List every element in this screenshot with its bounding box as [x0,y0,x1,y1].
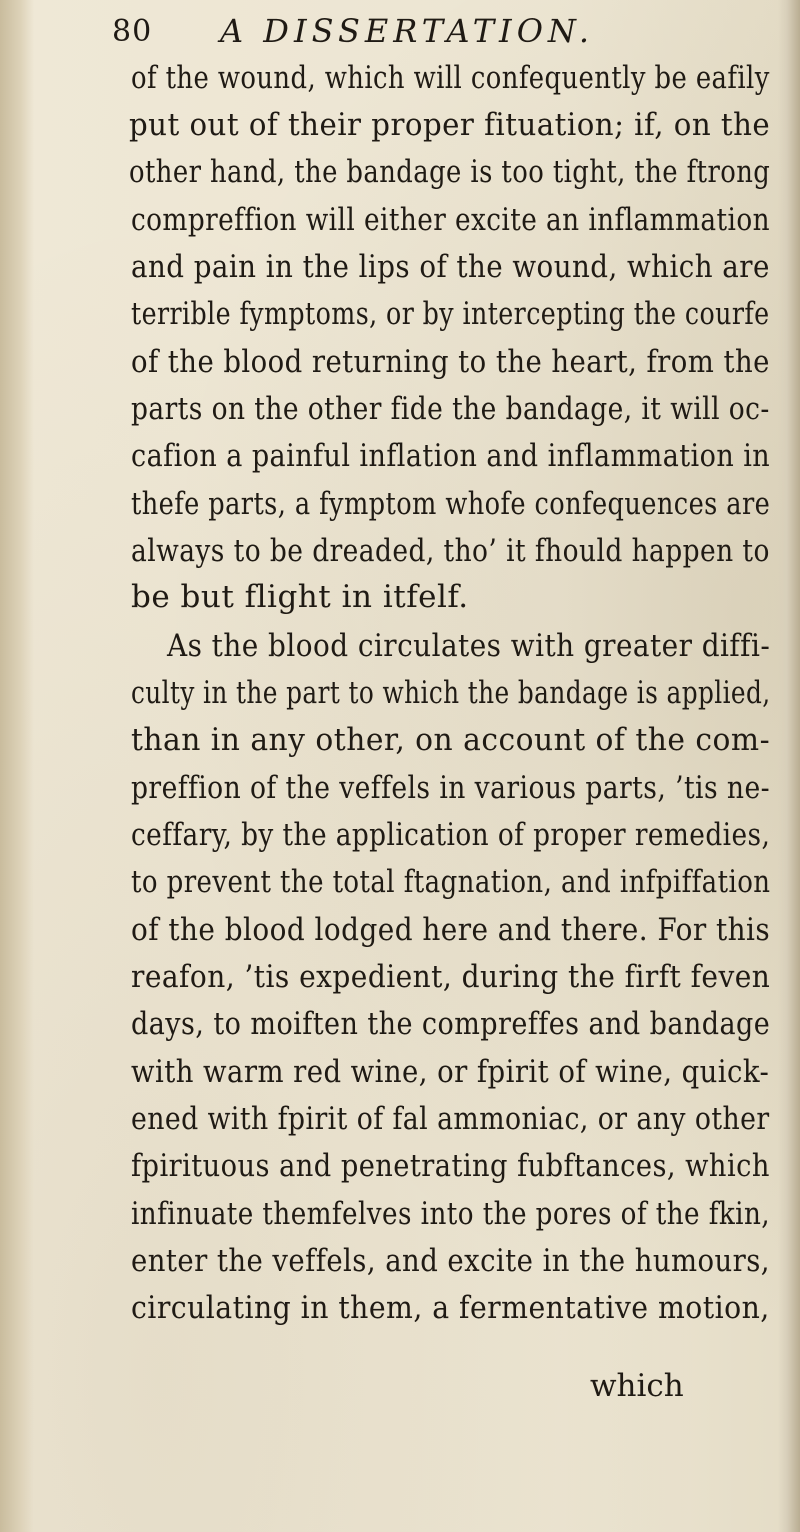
text-line: fpirituous and penetrating fubftances, which [131,1148,770,1184]
text-line: of the wound, which will confequently be eafily [131,60,770,96]
text-line: always to be dreaded, tho’ it fhould happen to [131,533,770,569]
text-line: ceffary, by the application of proper remedies, [131,817,771,853]
page-left-edge [0,0,34,1532]
text-line: preffion of the veffels in various parts, ’tis ne- [131,770,771,806]
text-line: thefe parts, a fymptom whofe confequences are [131,486,771,522]
text-line: than in any other, on account of the com- [131,722,771,758]
page-number: 80 [112,14,153,49]
text-line: other hand, the bandage is too tight, the ftrong [129,154,771,190]
text-line: with warm red wine, or fpirit of wine, quick- [131,1054,770,1090]
text-line: As the blood circulates with greater diffi- [167,628,771,664]
text-line: parts on the other fide the bandage, it will oc- [131,391,770,427]
text-line: reafon, ’tis expedient, during the firft feven [131,959,771,995]
text-line: of the blood returning to the heart, from the [131,344,770,380]
text-line: circulating in them, a fermentative motion, [131,1290,770,1326]
text-line: ened with fpirit of fal ammoniac, or any other [131,1101,770,1137]
text-line: to prevent the total ftagnation, and infpiffation [131,864,771,900]
text-line: put out of their proper fituation; if, on the [129,107,771,143]
page-right-edge [778,0,800,1532]
text-line: compreffion will either excite an inflammation [131,202,771,238]
text-line: infinuate themfelves into the pores of the fkin, [131,1196,771,1232]
text-line: enter the veffels, and excite in the humours, [131,1243,771,1279]
running-title: A DISSERTATION. [220,12,595,50]
text-line: of the blood lodged here and there. For this [131,912,771,948]
text-line: be but flight in itfelf. [131,579,469,615]
page-header [112,8,752,54]
text-line: cafion a painful inflation and inflammation in [131,438,771,474]
text-line: terrible fymptoms, or by intercepting the courfe [131,296,770,332]
catchword: which [590,1368,684,1404]
text-line: culty in the part to which the bandage is applied, [131,675,771,711]
text-line: and pain in the lips of the wound, which are [131,249,770,285]
text-line: days, to moiften the compreffes and bandage [131,1006,771,1042]
